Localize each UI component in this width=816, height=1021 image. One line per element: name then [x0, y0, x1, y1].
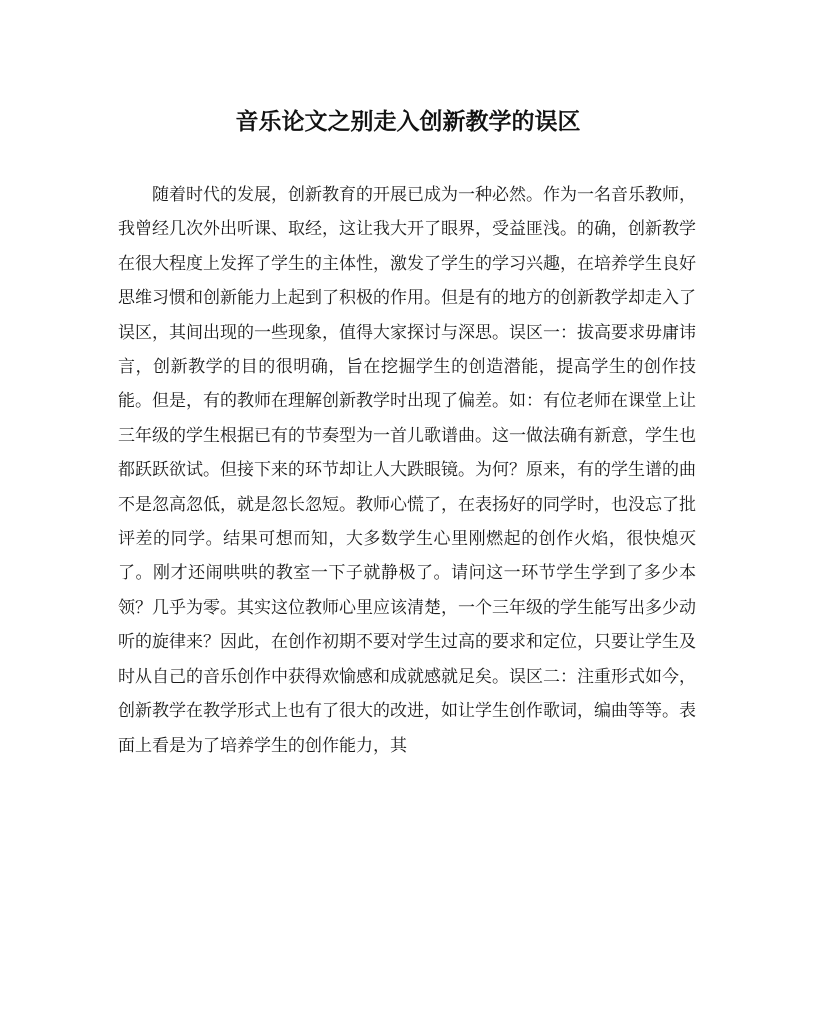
- document-title: 音乐论文之别走入创新教学的误区: [235, 108, 581, 135]
- document-body-paragraph: 随着时代的发展，创新教育的开展已成为一种必然。作为一名音乐教师，我曾经几次外出听课、取经，这让我大开了眼界，受益匪浅。的确，创新教学在很大程度上发挥了学生的主体性，激发了学生的学习兴趣，在培养学生良好思维习惯和创新能力上起到了积极的作用。但是有的地方的创新教学却走入了误区，其间出现的一些现象，值得大家探讨与深思。误区一：拔高要求毋庸讳言，创新教学的目的很明确，旨在挖掘学生的创造潜能，提高学生的创作技能。但是，有的教师在理解创新教学时出现了偏差。如：有位老师在课堂上让三年级的学生根据已有的节奏型为一首儿歌谱曲。这一做法确有新意，学生也都跃跃欲试。但接下来的环节却让人大跌眼镜。为何？原来，有的学生谱的曲不是忽高忽低，就是忽长忽短。教师心慌了，在表扬好的同学时，也没忘了批评差的同学。结果可想而知，大多数学生心里刚燃起的创作火焰，很快熄灭了。刚才还闹哄哄的教室一下子就静极了。请问这一环节学生学到了多少本领？几乎为零。其实这位教师心里应该清楚，一个三年级的学生能写出多少动听的旋律来？因此，在创作初期不要对学生过高的要求和定位，只要让学生及时从自己的音乐创作中获得欢愉感和成就感就足矣。误区二：注重形式如今，创新教学在教学形式上也有了很大的改进，如让学生创作歌词，编曲等等。表面上看是为了培养学生的创作能力，其: [118, 185, 696, 756]
